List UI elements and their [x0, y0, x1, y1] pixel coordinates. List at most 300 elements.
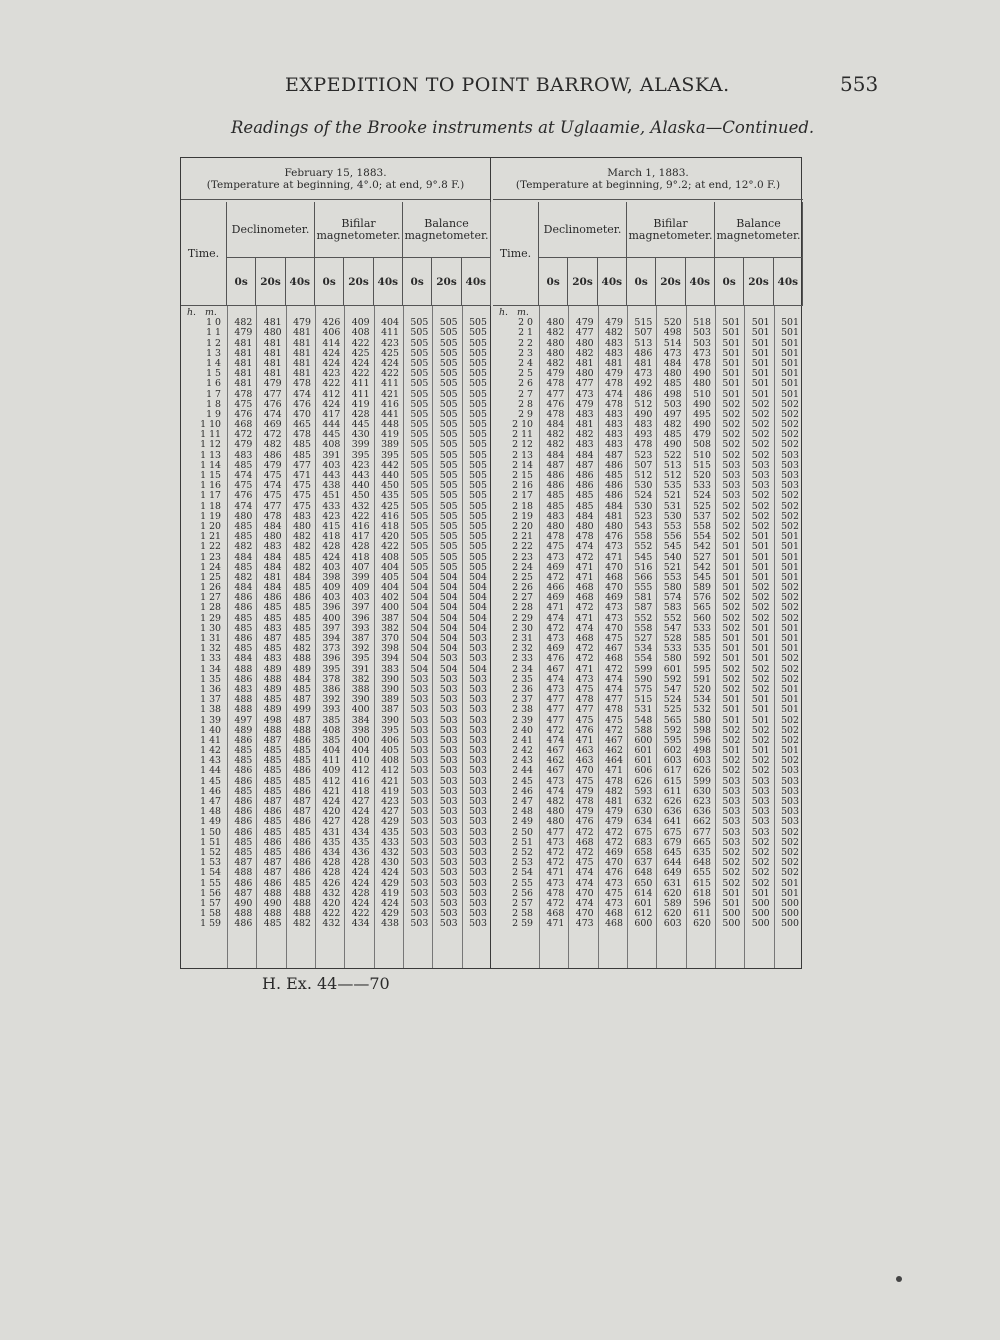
time-cell: 2 9: [518, 408, 533, 420]
reading-cell: 644: [663, 857, 682, 869]
reading-cell: 502: [781, 439, 799, 451]
reading-cell: 485: [234, 520, 253, 532]
reading-cell: 503: [469, 673, 487, 685]
reading-cell: 503: [469, 796, 487, 807]
reading-cell: 502: [722, 724, 741, 736]
time-cell: 1 16: [200, 480, 221, 492]
reading-cell: 502: [781, 857, 799, 869]
reading-cell: 442: [381, 459, 399, 471]
reading-cell: 623: [693, 796, 711, 807]
reading-cell: 486: [293, 816, 311, 828]
reading-cell: 574: [663, 592, 682, 604]
reading-cell: 636: [693, 806, 711, 818]
time-cell: 1 28: [200, 602, 221, 614]
reading-cell: 480: [546, 347, 565, 359]
reading-cell: 501: [751, 561, 770, 573]
reading-cell: 481: [293, 357, 311, 369]
reading-cell: 477: [546, 388, 565, 400]
reading-cell: 471: [575, 612, 594, 624]
reading-cell: 503: [781, 765, 799, 777]
reading-cell: 421: [381, 775, 399, 787]
reading-cell: 626: [663, 796, 682, 807]
reading-cell: 476: [293, 398, 311, 410]
reading-cell: 537: [693, 510, 711, 522]
reading-cell: 479: [263, 378, 282, 390]
reading-cell: 503: [439, 694, 458, 706]
reading-cell: 525: [693, 500, 711, 512]
time-cell: 2 14: [512, 459, 533, 471]
reading-cell: 510: [693, 388, 711, 400]
reading-cell: 505: [410, 551, 429, 563]
reading-cell: 488: [234, 908, 253, 920]
reading-cell: 503: [410, 846, 429, 858]
time-cell: 1 49: [200, 816, 221, 828]
reading-cell: 426: [322, 877, 341, 889]
reading-cell: 493: [634, 429, 653, 441]
reading-cell: 502: [781, 612, 799, 624]
reading-cell: 501: [722, 551, 741, 563]
reading-cell: 505: [410, 500, 429, 512]
time-cell: 2 24: [512, 561, 533, 573]
reading-cell: 503: [781, 449, 799, 461]
reading-cell: 505: [469, 429, 487, 441]
reading-cell: 486: [234, 673, 253, 685]
reading-cell: 470: [605, 857, 623, 869]
reading-cell: 473: [575, 388, 594, 400]
time-cell: 1 46: [200, 785, 221, 797]
reading-cell: 533: [693, 622, 711, 634]
reading-cell: 485: [234, 836, 253, 848]
reading-cell: 384: [351, 714, 370, 726]
reading-cell: 589: [663, 897, 682, 909]
reading-cell: 501: [722, 368, 741, 380]
reading-cell: 505: [410, 459, 429, 471]
reading-cell: 521: [663, 561, 682, 573]
reading-cell: 501: [751, 327, 770, 339]
reading-cell: 468: [605, 918, 623, 930]
time-cell: 2 55: [512, 877, 533, 889]
reading-cell: 485: [263, 826, 282, 838]
reading-cell: 467: [605, 734, 623, 746]
reading-cell: 545: [693, 571, 711, 583]
table-row: [181, 705, 490, 715]
reading-cell: 432: [322, 918, 341, 930]
time-cell: 1 40: [200, 724, 221, 736]
reading-cell: 555: [634, 582, 653, 594]
reading-cell: 474: [575, 897, 594, 909]
reading-cell: 472: [605, 724, 623, 736]
reading-cell: 502: [722, 734, 741, 746]
reading-cell: 394: [322, 633, 341, 644]
reading-cell: 481: [234, 347, 253, 359]
reading-cell: 505: [439, 561, 458, 573]
reading-cell: 404: [351, 745, 370, 757]
reading-cell: 389: [381, 694, 399, 706]
reading-cell: 481: [293, 327, 311, 339]
reading-cell: 486: [263, 806, 282, 818]
reading-cell: 420: [322, 806, 341, 818]
reading-cell: 468: [605, 653, 623, 665]
reading-cell: 403: [322, 561, 341, 573]
reading-cell: 482: [293, 643, 311, 655]
reading-cell: 501: [751, 887, 770, 899]
time-cell: 1 13: [200, 449, 221, 461]
reading-cell: 475: [605, 887, 623, 899]
reading-cell: 502: [751, 724, 770, 736]
reading-cell: 424: [322, 796, 341, 807]
reading-cell: 471: [546, 867, 565, 879]
reading-cell: 501: [722, 561, 741, 573]
reading-cell: 485: [234, 459, 253, 471]
reading-cell: 501: [751, 337, 770, 349]
reading-cell: 473: [546, 877, 565, 889]
reading-cell: 471: [575, 571, 594, 583]
time-cell: 2 41: [512, 734, 533, 746]
time-cell: 2 25: [512, 571, 533, 583]
reading-cell: 503: [410, 897, 429, 909]
reading-cell: 505: [410, 357, 429, 369]
seconds-subheader: 40s: [286, 258, 315, 306]
reading-cell: 474: [575, 541, 594, 553]
reading-cell: 390: [351, 694, 370, 706]
reading-cell: 552: [663, 612, 682, 624]
reading-cell: 485: [663, 378, 682, 390]
reading-cell: 395: [351, 449, 370, 461]
time-cell: 1 12: [200, 439, 221, 451]
reading-cell: 502: [751, 612, 770, 624]
reading-cell: 405: [381, 745, 399, 757]
time-column-header: Time.: [181, 202, 227, 306]
time-cell: 1 27: [200, 592, 221, 604]
reading-cell: 476: [263, 398, 282, 410]
reading-cell: 510: [693, 449, 711, 461]
reading-cell: 592: [663, 724, 682, 736]
reading-cell: 489: [293, 663, 311, 675]
time-cell: 2 10: [512, 419, 533, 431]
reading-cell: 505: [410, 541, 429, 553]
reading-cell: 472: [575, 643, 594, 655]
reading-cell: 503: [722, 826, 741, 838]
reading-cell: 503: [469, 867, 487, 879]
reading-cell: 535: [663, 480, 682, 492]
reading-cell: 484: [263, 551, 282, 563]
reading-cell: 390: [381, 683, 399, 695]
reading-cell: 471: [605, 765, 623, 777]
reading-cell: 486: [263, 592, 282, 604]
reading-cell: 630: [634, 806, 653, 818]
time-cell: 1 31: [200, 633, 221, 644]
reading-cell: 404: [381, 582, 399, 594]
reading-cell: 486: [605, 459, 623, 471]
reading-cell: 406: [322, 327, 341, 339]
reading-cell: 505: [410, 388, 429, 400]
reading-cell: 523: [634, 449, 653, 461]
reading-cell: 417: [322, 408, 341, 420]
reading-cell: 508: [693, 439, 711, 451]
time-cell: 1 36: [200, 683, 221, 695]
reading-cell: 424: [322, 398, 341, 410]
reading-cell: 422: [351, 368, 370, 380]
time-cell: 2 35: [512, 673, 533, 685]
reading-cell: 478: [605, 398, 623, 410]
reading-cell: 476: [605, 867, 623, 879]
reading-cell: 502: [751, 867, 770, 879]
reading-cell: 501: [781, 633, 799, 644]
reading-cell: 501: [722, 633, 741, 644]
reading-cell: 476: [605, 531, 623, 543]
reading-cell: 632: [634, 796, 653, 807]
reading-cell: 422: [351, 510, 370, 522]
reading-cell: 593: [634, 785, 653, 797]
time-cell: 2 28: [512, 602, 533, 614]
reading-cell: 485: [263, 765, 282, 777]
reading-cell: 554: [693, 531, 711, 543]
ink-dot: [896, 1276, 902, 1282]
reading-cell: 480: [263, 327, 282, 339]
reading-cell: 485: [263, 918, 282, 930]
reading-cell: 503: [410, 908, 429, 920]
reading-cell: 484: [605, 500, 623, 512]
reading-cell: 478: [293, 429, 311, 441]
reading-cell: 398: [322, 571, 341, 583]
reading-cell: 505: [439, 449, 458, 461]
reading-cell: 503: [439, 897, 458, 909]
reading-cell: 655: [693, 867, 711, 879]
reading-cell: 486: [293, 592, 311, 604]
reading-cell: 503: [469, 897, 487, 909]
reading-cell: 485: [546, 500, 565, 512]
reading-cell: 505: [410, 510, 429, 522]
seconds-subheader: 20s: [256, 258, 285, 306]
reading-cell: 478: [575, 531, 594, 543]
reading-cell: 475: [293, 500, 311, 512]
reading-cell: 505: [469, 470, 487, 481]
reading-cell: 488: [234, 867, 253, 879]
reading-cell: 479: [575, 317, 594, 329]
reading-cell: 503: [469, 785, 487, 797]
reading-cell: 479: [575, 806, 594, 818]
reading-cell: 547: [663, 683, 682, 695]
time-cell: 2 13: [512, 449, 533, 461]
reading-cell: 504: [410, 592, 429, 604]
reading-cell: 385: [322, 734, 341, 746]
reading-cell: 617: [663, 765, 682, 777]
reading-cell: 486: [293, 785, 311, 797]
reading-cell: 486: [234, 592, 253, 604]
reading-cell: 635: [693, 846, 711, 858]
reading-cell: 395: [351, 653, 370, 665]
reading-cell: 422: [381, 368, 399, 380]
reading-cell: 483: [575, 439, 594, 451]
reading-cell: 416: [351, 520, 370, 532]
reading-cell: 596: [693, 897, 711, 909]
time-cell: 2 2: [518, 337, 533, 349]
reading-cell: 501: [722, 388, 741, 400]
reading-cell: 433: [322, 500, 341, 512]
time-cell: 1 37: [200, 694, 221, 706]
reading-cell: 512: [663, 470, 682, 481]
reading-cell: 662: [693, 816, 711, 828]
reading-cell: 472: [234, 429, 253, 441]
reading-cell: 606: [634, 765, 653, 777]
reading-cell: 481: [234, 368, 253, 380]
reading-cell: 502: [781, 510, 799, 522]
reading-cell: 476: [234, 490, 253, 502]
reading-cell: 434: [351, 918, 370, 930]
reading-cell: 485: [546, 490, 565, 502]
reading-cell: 520: [663, 317, 682, 329]
reading-cell: 483: [234, 449, 253, 461]
reading-cell: 505: [469, 337, 487, 349]
reading-cell: 533: [663, 643, 682, 655]
reading-cell: 474: [575, 622, 594, 634]
reading-cell: 486: [234, 877, 253, 889]
reading-cell: 501: [751, 745, 770, 757]
reading-cell: 383: [381, 663, 399, 675]
reading-cell: 481: [263, 317, 282, 329]
reading-cell: 431: [322, 826, 341, 838]
reading-cell: 481: [575, 357, 594, 369]
reading-cell: 476: [575, 724, 594, 736]
reading-cell: 416: [351, 775, 370, 787]
reading-cell: 601: [663, 663, 682, 675]
reading-cell: 487: [263, 633, 282, 644]
reading-cell: 522: [663, 449, 682, 461]
reading-cell: 502: [781, 500, 799, 512]
reading-cell: 505: [469, 449, 487, 461]
reading-cell: 400: [381, 602, 399, 614]
reading-cell: 479: [263, 459, 282, 471]
reading-cell: 488: [293, 908, 311, 920]
reading-cell: 481: [263, 357, 282, 369]
reading-cell: 486: [234, 796, 253, 807]
reading-cell: 502: [751, 520, 770, 532]
reading-cell: 503: [781, 480, 799, 492]
time-cell: 2 22: [512, 541, 533, 553]
reading-cell: 468: [605, 571, 623, 583]
reading-cell: 512: [634, 470, 653, 481]
reading-cell: 503: [410, 877, 429, 889]
reading-cell: 468: [575, 592, 594, 604]
reading-cell: 501: [722, 653, 741, 665]
reading-cell: 471: [546, 602, 565, 614]
time-cell: 2 51: [512, 836, 533, 848]
reading-cell: 504: [469, 582, 487, 594]
reading-cell: 477: [546, 714, 565, 726]
reading-cell: 448: [381, 419, 399, 431]
reading-cell: 436: [351, 846, 370, 858]
reading-cell: 388: [351, 683, 370, 695]
reading-cell: 503: [410, 816, 429, 828]
reading-cell: 478: [546, 378, 565, 390]
reading-cell: 468: [605, 908, 623, 920]
reading-cell: 488: [263, 887, 282, 899]
reading-cell: 502: [722, 531, 741, 543]
reading-cell: 483: [234, 683, 253, 695]
time-cell: 1 9: [206, 408, 221, 420]
reading-cell: 483: [605, 429, 623, 441]
reading-cell: 502: [751, 490, 770, 502]
reading-cell: 475: [263, 490, 282, 502]
reading-cell: 488: [263, 724, 282, 736]
time-cell: 1 50: [200, 826, 221, 838]
reading-cell: 514: [663, 337, 682, 349]
reading-cell: 637: [634, 857, 653, 869]
reading-cell: 403: [351, 592, 370, 604]
reading-cell: 414: [322, 337, 341, 349]
reading-cell: 394: [381, 653, 399, 665]
reading-cell: 502: [781, 734, 799, 746]
reading-cell: 477: [605, 694, 623, 706]
reading-cell: 503: [751, 775, 770, 787]
reading-cell: 504: [439, 612, 458, 624]
reading-cell: 524: [634, 490, 653, 502]
reading-cell: 385: [322, 714, 341, 726]
reading-cell: 520: [693, 470, 711, 481]
reading-cell: 418: [351, 551, 370, 563]
reading-cell: 502: [722, 408, 741, 420]
reading-cell: 488: [234, 663, 253, 675]
reading-cell: 602: [663, 745, 682, 757]
reading-cell: 475: [605, 714, 623, 726]
time-cell: 1 15: [200, 470, 221, 481]
reading-cell: 433: [381, 836, 399, 848]
reading-cell: 603: [663, 918, 682, 930]
time-cell: 2 46: [512, 785, 533, 797]
reading-cell: 502: [722, 857, 741, 869]
reading-cell: 480: [546, 806, 565, 818]
time-cell: 1 48: [200, 806, 221, 818]
time-cell: 2 39: [512, 714, 533, 726]
time-cell: 2 50: [512, 826, 533, 838]
reading-cell: 479: [575, 785, 594, 797]
reading-cell: 505: [439, 398, 458, 410]
reading-cell: 428: [351, 541, 370, 553]
reading-cell: 479: [605, 816, 623, 828]
seconds-subheader: 40s: [686, 258, 715, 306]
reading-cell: 482: [575, 429, 594, 441]
reading-cell: 473: [546, 836, 565, 848]
reading-cell: 502: [751, 582, 770, 594]
reading-cell: 482: [546, 429, 565, 441]
reading-cell: 428: [322, 867, 341, 879]
reading-cell: 501: [781, 694, 799, 706]
reading-cell: 501: [781, 531, 799, 543]
reading-cell: 503: [439, 653, 458, 665]
reading-cell: 481: [234, 337, 253, 349]
reading-cell: 501: [751, 643, 770, 655]
reading-cell: 504: [469, 612, 487, 624]
reading-cell: 486: [234, 633, 253, 644]
reading-cell: 485: [234, 643, 253, 655]
reading-cell: 505: [469, 388, 487, 400]
reading-cell: 502: [751, 429, 770, 441]
reading-cell: 472: [575, 846, 594, 858]
time-cell: 2 5: [518, 368, 533, 380]
time-cell: 2 54: [512, 867, 533, 879]
reading-cell: 397: [322, 622, 341, 634]
reading-cell: 505: [439, 388, 458, 400]
reading-cell: 532: [693, 704, 711, 716]
reading-cell: 501: [781, 317, 799, 329]
reading-cell: 501: [751, 378, 770, 390]
reading-cell: 395: [381, 724, 399, 736]
time-cell: 2 37: [512, 694, 533, 706]
reading-cell: 477: [263, 500, 282, 512]
reading-cell: 612: [634, 908, 653, 920]
reading-cell: 505: [410, 520, 429, 532]
reading-cell: 435: [351, 836, 370, 848]
